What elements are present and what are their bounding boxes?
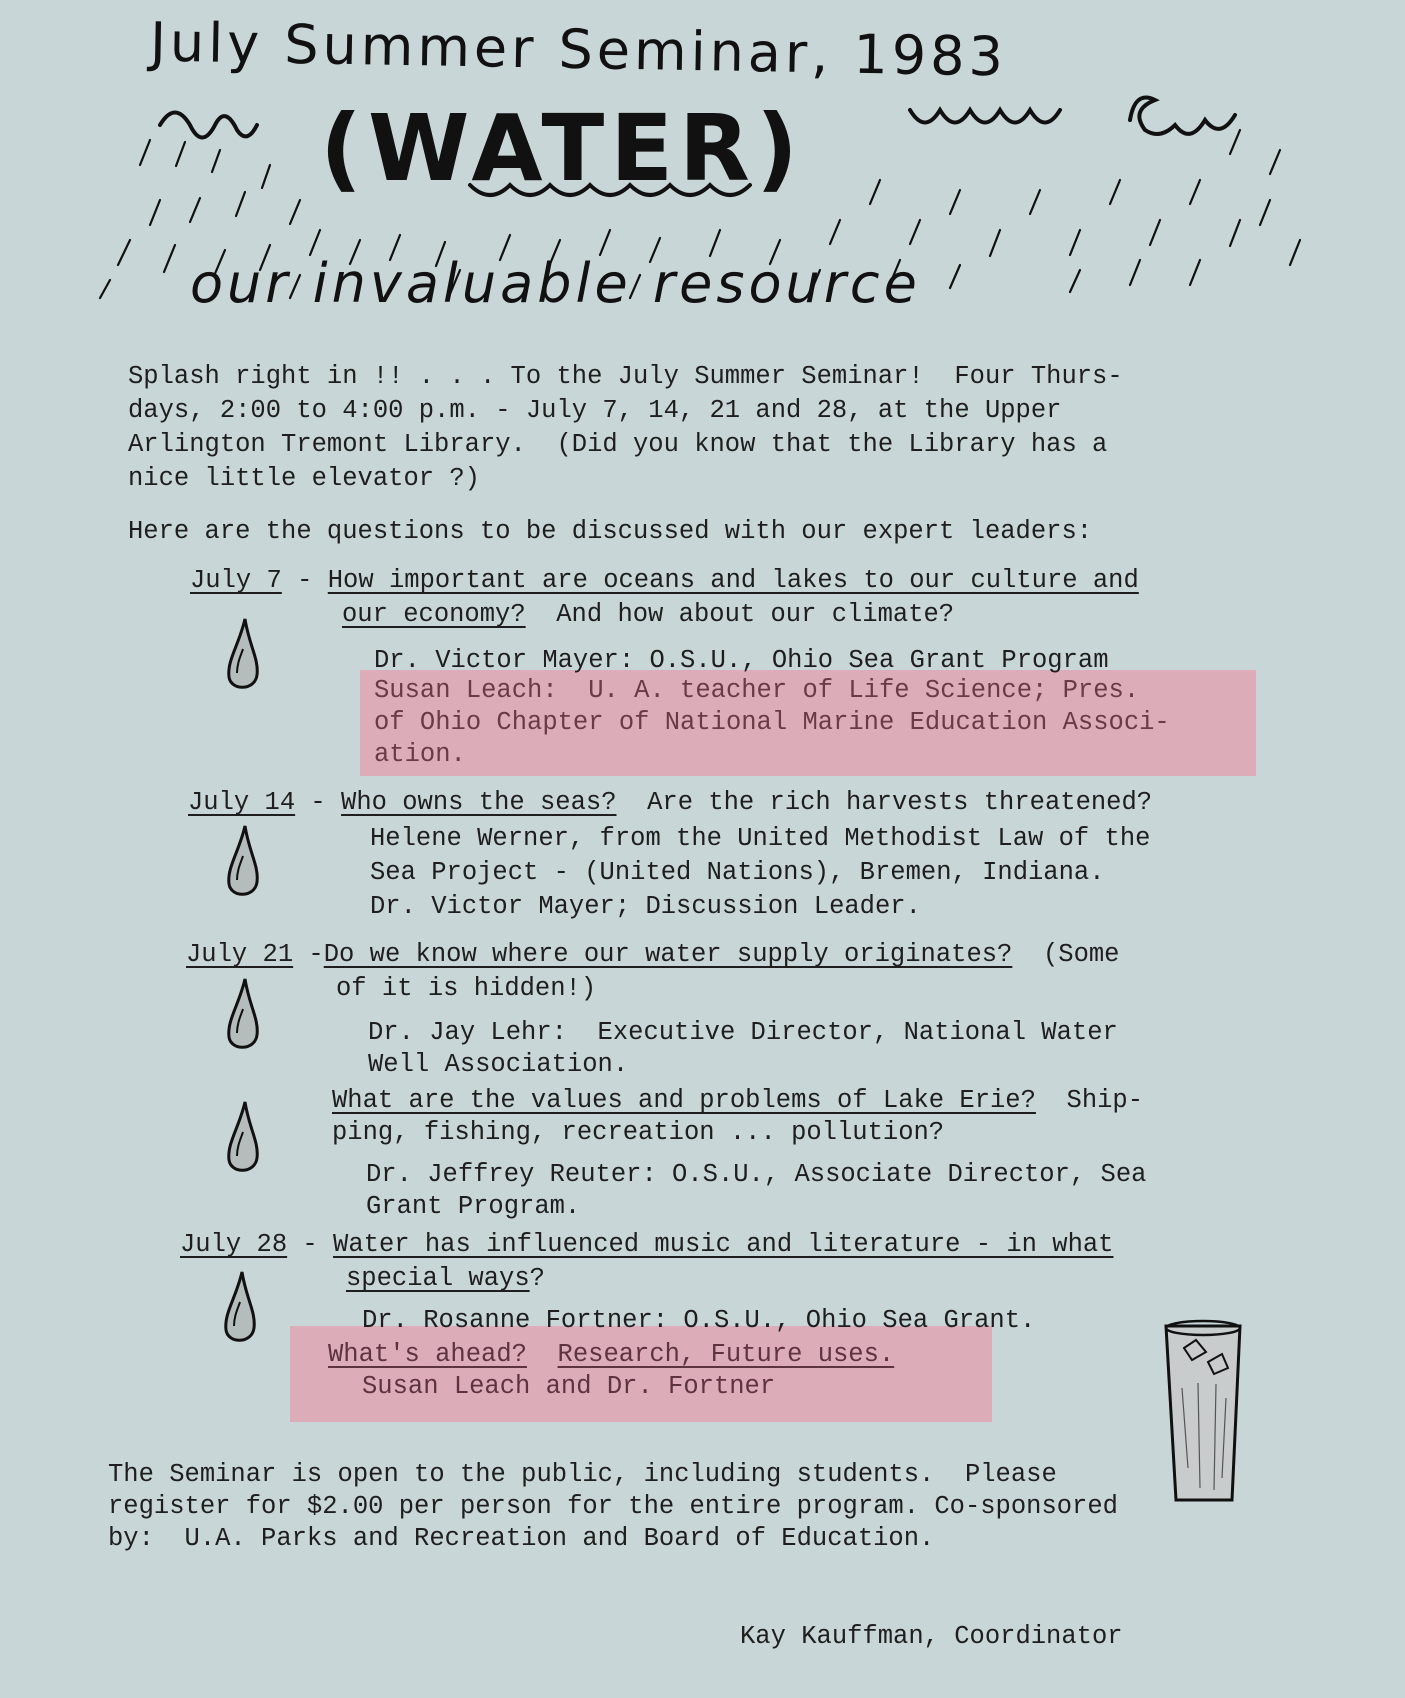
session-july14-heading (188, 786, 1152, 819)
dash: - (293, 940, 324, 969)
speaker-line: Dr. Jay Lehr: Executive Director, National Water (368, 1018, 1118, 1047)
whats-ahead-question: What's ahead? (328, 1340, 527, 1369)
intro-line-1: Splash right in !! . . . To the July Summer Seminar! Four Thurs- (128, 362, 1123, 391)
session-july21-heading (186, 938, 1119, 971)
water-drop-icon (223, 615, 263, 695)
session-question: Who owns the seas? (341, 788, 617, 817)
title-water: (WATER) (320, 95, 804, 202)
title-seminar-date: July Summer Seminar, 1983 (149, 10, 1008, 89)
footer-line: register for $2.00 per person for the entire program. Co-sponsored (108, 1492, 1118, 1521)
water-drop-icon (223, 1098, 263, 1178)
dash: - (287, 1230, 334, 1259)
session-question-cont: our economy? (342, 600, 526, 629)
speaker-line: Susan Leach: U. A. teacher of Life Science; Pres. (374, 676, 1140, 705)
whats-ahead-line (328, 1338, 894, 1371)
water-drop-icon (220, 1268, 260, 1348)
speaker-line: of Ohio Chapter of National Marine Education Associ- (374, 708, 1170, 737)
session-question-tail: ? (529, 1264, 545, 1293)
speaker-line: Well Association. (368, 1050, 629, 1079)
intro-line-3: Arlington Tremont Library. (Did you know that the Library has a (128, 430, 1108, 459)
session-question-cont: ping, fishing, recreation ... pollution? (332, 1118, 945, 1147)
session-question: Do we know where our water supply originates? (323, 940, 1013, 969)
speaker-line: Dr. Victor Mayer: O.S.U., Ohio Sea Grant Program (374, 646, 1109, 675)
session-july7-question-2 (342, 598, 954, 631)
session-question-cont: of it is hidden!) (336, 974, 597, 1003)
footer-line: by: U.A. Parks and Recreation and Board of Education. (108, 1524, 935, 1553)
session-date: July 28 (180, 1230, 288, 1259)
intro-line-2: days, 2:00 to 4:00 p.m. - July 7, 14, 21 and 28, at the Upper (128, 396, 1062, 425)
footer-line: The Seminar is open to the public, including students. Please (108, 1460, 1057, 1489)
session-july7-heading (190, 564, 1139, 597)
water-glass-icon (1162, 1318, 1244, 1508)
session-date: July 7 (190, 566, 282, 595)
session-question: What are the values and problems of Lake Erie? (332, 1086, 1036, 1115)
speaker-line: ation. (374, 740, 466, 769)
water-drop-icon (223, 975, 263, 1055)
coordinator-signature: Kay Kauffman, Coordinator (740, 1622, 1123, 1651)
session-question-cont: special ways (346, 1264, 530, 1293)
speaker-line: Grant Program. (366, 1192, 581, 1221)
session-question: Water has influenced music and literature - in what (333, 1230, 1114, 1259)
session-question: How important are oceans and lakes to our culture and (327, 566, 1139, 595)
whats-ahead-speakers: Susan Leach and Dr. Fortner (362, 1372, 776, 1401)
speaker-line: Dr. Victor Mayer; Discussion Leader. (370, 892, 921, 921)
dash: - (295, 788, 342, 817)
session-date: July 14 (188, 788, 296, 817)
lead-in-text: Here are the questions to be discussed with our expert leaders: (128, 517, 1093, 546)
session-july28-heading (180, 1228, 1113, 1261)
session-question-tail: Ship- (1035, 1086, 1144, 1115)
session-question-tail: (Some (1012, 940, 1120, 969)
title-subtitle: our invaluable resource (190, 252, 921, 315)
session-july21-question-b (332, 1084, 1143, 1117)
water-drop-icon (223, 822, 263, 902)
session-july28-question-2 (346, 1262, 545, 1295)
session-question-tail: Are the rich harvests threatened? (616, 788, 1153, 817)
speaker-line: Sea Project - (United Nations), Bremen, Indiana. (370, 858, 1105, 887)
session-date: July 21 (186, 940, 294, 969)
session-question-tail: And how about our climate? (525, 600, 955, 629)
speaker-line: Helene Werner, from the United Methodist Law of the (370, 824, 1151, 853)
speaker-line: Dr. Rosanne Fortner: O.S.U., Ohio Sea Grant. (362, 1306, 1036, 1335)
dash: - (281, 566, 328, 595)
intro-line-4: nice little elevator ?) (128, 464, 480, 493)
speaker-line: Dr. Jeffrey Reuter: O.S.U., Associate Director, Sea (366, 1160, 1147, 1189)
whats-ahead-topic: Research, Future uses. (557, 1340, 895, 1369)
